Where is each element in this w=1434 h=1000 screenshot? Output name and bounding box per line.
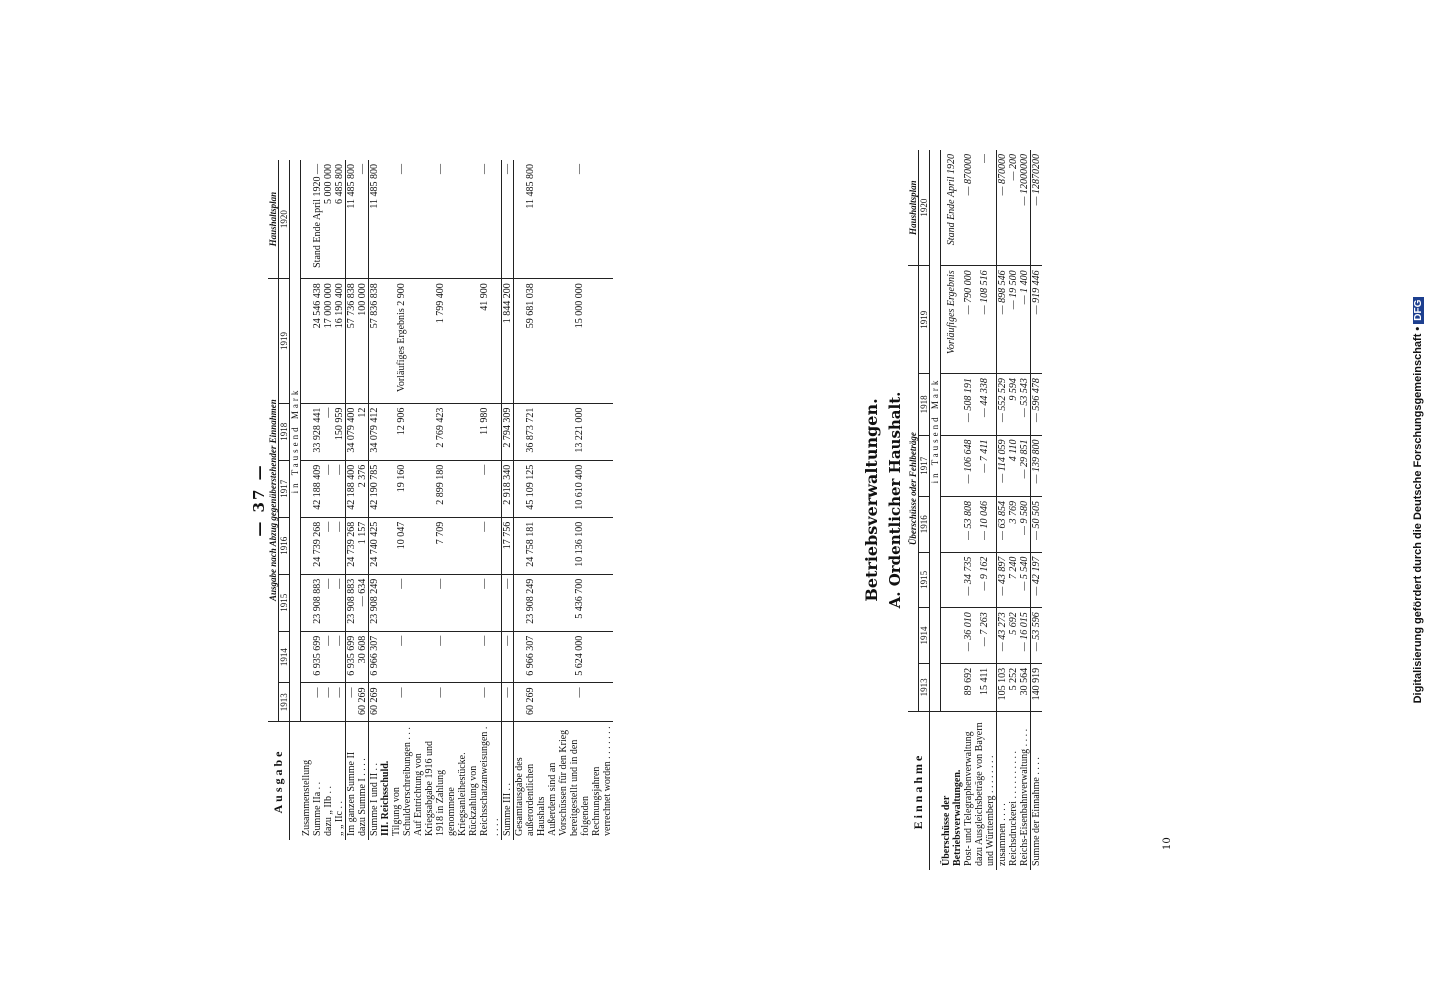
table2-plan-header: Haushaltsplan xyxy=(908,150,919,266)
cell-value xyxy=(301,279,312,403)
year-header: 1913 xyxy=(919,663,930,711)
cell-value xyxy=(380,279,391,403)
cell-value: 15 000 000 xyxy=(547,279,613,403)
cell-value: — 919 446 xyxy=(1030,266,1042,374)
cell-value: 41 900 xyxy=(468,279,502,403)
table1-group-header: Ausgabe nach Abzug gegenüberstehender Einnahmen xyxy=(268,279,279,722)
cell-value: — 108 516 xyxy=(974,266,997,374)
cell-value: 1 157 xyxy=(357,517,369,574)
cell-value: — 16 015 xyxy=(1019,608,1031,664)
cell-value: 2 794 309 xyxy=(501,403,513,460)
cell-value: — 63 854 xyxy=(996,496,1008,552)
cell-value: — 200 xyxy=(1008,150,1019,266)
cell-value: — xyxy=(334,574,346,631)
cell-value: — xyxy=(413,631,468,683)
row-label: dazu Ausgleichsbeträge von Bayern und Württemberg . . . . . . . . xyxy=(973,722,996,866)
cell-value: 12 906 xyxy=(391,403,413,460)
cell-value: 10 047 xyxy=(391,517,413,574)
cell-value: 33 928 441 xyxy=(312,403,323,460)
table-row xyxy=(1030,150,1042,870)
cell-value: — 870000 xyxy=(963,150,974,266)
cell-value: 59 681 038 xyxy=(513,279,547,403)
cell-value: — xyxy=(323,631,334,683)
cell-value: — xyxy=(468,574,502,631)
cell-value: — 9 580 xyxy=(1019,496,1031,552)
cell-value: 10 610 400 xyxy=(547,460,613,517)
cell-value xyxy=(380,460,391,517)
cell-value xyxy=(941,608,963,664)
cell-value xyxy=(380,683,391,722)
table1-plan-header: Haushaltsplan xyxy=(268,160,279,279)
cell-value: — 50 505 xyxy=(1030,496,1042,552)
row-label: Überschüsse der Betriebsverwaltungen. xyxy=(940,769,963,866)
row-label: Außerdem sind an Vorschüssen für den Krieg bereitgestellt und in den folgenden Rechnungsjahren verrechnet worden . . . . . . . xyxy=(546,726,613,836)
cell-value: 11 485 800 xyxy=(513,160,547,279)
cell-value: 2 899 180 xyxy=(413,460,468,517)
cell-value: — xyxy=(391,683,413,722)
cell-value: — 114 059 xyxy=(996,435,1008,496)
cell-value: 23 908 249 xyxy=(513,574,547,631)
cell-value: Vorläufiges Ergebnis xyxy=(941,266,963,374)
cell-value: 6 485 800 xyxy=(334,160,346,279)
table-row xyxy=(301,160,312,840)
cell-value: — xyxy=(468,631,502,683)
cell-value: 5 000 000 xyxy=(323,160,334,279)
cell-value: Stand Ende April 1920 xyxy=(941,150,963,266)
row-label: Summe der Einnahme . . . . xyxy=(1030,757,1042,866)
cell-value: 42 188 409 xyxy=(312,460,323,517)
cell-value: 7 240 xyxy=(1008,552,1019,608)
cell-value: 60 269 xyxy=(513,683,547,722)
row-label: dazu „ IIb . . xyxy=(322,786,334,836)
cell-value: 42 190 785 xyxy=(368,460,380,517)
cell-value xyxy=(380,403,391,460)
dfg-logo: DFG xyxy=(1413,297,1424,324)
cell-value: — xyxy=(323,683,334,722)
cell-value: — 898 546 xyxy=(996,266,1008,374)
cell-value: 150 959 xyxy=(334,403,346,460)
table-row xyxy=(468,160,502,840)
cell-value xyxy=(301,403,312,460)
year-header: 1915 xyxy=(919,552,930,608)
cell-value: — 139 800 xyxy=(1030,435,1042,496)
cell-value: — 44 338 xyxy=(974,374,997,435)
cell-value xyxy=(301,683,312,722)
cell-value: 57 836 838 xyxy=(368,279,380,403)
section-subtitle: A. Ordentlicher Haushalt. xyxy=(886,391,904,609)
cell-value: — 12870200 xyxy=(1030,150,1042,266)
table-row xyxy=(513,160,547,840)
year-header: 1920 xyxy=(919,150,930,266)
table2-unit: in Tausend Mark xyxy=(930,150,941,712)
year-header: 1914 xyxy=(919,608,930,664)
row-label: Summe III . . xyxy=(501,782,513,836)
cell-value: — xyxy=(501,160,513,279)
cell-value: 5 252 xyxy=(1008,663,1019,711)
cell-value: — 34 735 xyxy=(963,552,974,608)
cell-value: — 53 808 xyxy=(963,496,974,552)
cell-value xyxy=(941,496,963,552)
cell-value: — 552 529 xyxy=(996,374,1008,435)
cell-value: 57 736 838 xyxy=(345,279,357,403)
cell-value: Stand Ende April 1920 — xyxy=(312,160,323,279)
table-row xyxy=(963,150,974,870)
cell-value: — xyxy=(547,160,613,279)
cell-value: — xyxy=(468,683,502,722)
row-label: Post- und Telegraphenverwaltung xyxy=(962,731,974,866)
cell-value: 16 190 400 xyxy=(334,279,346,403)
cell-value: — 790 000 xyxy=(963,266,974,374)
cell-value: — xyxy=(391,631,413,683)
cell-value xyxy=(301,574,312,631)
cell-value xyxy=(301,460,312,517)
cell-value: 12 xyxy=(357,403,369,460)
cell-value: — xyxy=(323,460,334,517)
cell-value: — xyxy=(391,574,413,631)
cell-value xyxy=(380,631,391,683)
cell-value: 60 269 xyxy=(357,683,369,722)
table-row xyxy=(368,160,380,840)
table-row xyxy=(974,150,997,870)
cell-value: — xyxy=(323,574,334,631)
table2-group-header: Überschüsse oder Fehlbeträge xyxy=(908,266,919,712)
cell-value: 13 221 000 xyxy=(547,403,613,460)
cell-value: — 29 851 xyxy=(1019,435,1031,496)
cell-value: — xyxy=(334,631,346,683)
cell-value: — xyxy=(323,403,334,460)
year-header: 1915 xyxy=(279,574,290,631)
year-header: 1919 xyxy=(279,279,290,403)
cell-value: — xyxy=(501,683,513,722)
cell-value: 24 758 181 xyxy=(513,517,547,574)
cell-value: 23 908 249 xyxy=(368,574,380,631)
cell-value: 42 188 400 xyxy=(345,460,357,517)
cell-value: — xyxy=(334,517,346,574)
cell-value: — 1 400 xyxy=(1019,266,1031,374)
cell-value: 100 000 xyxy=(357,279,369,403)
cell-value: 5 692 xyxy=(1008,608,1019,664)
cell-value: — 10 046 xyxy=(974,496,997,552)
cell-value: 23 908 883 xyxy=(312,574,323,631)
cell-value: 89 692 xyxy=(963,663,974,711)
table-row xyxy=(323,160,334,840)
cell-value: — xyxy=(391,160,413,279)
table-row xyxy=(996,150,1008,870)
year-header: 1918 xyxy=(919,374,930,435)
cell-value: — xyxy=(345,683,357,722)
cell-value: — 43 273 xyxy=(996,608,1008,664)
cell-value: — 43 897 xyxy=(996,552,1008,608)
cell-value: 6 935 699 xyxy=(345,631,357,683)
cell-value: — xyxy=(468,460,502,517)
cell-value xyxy=(941,663,963,711)
cell-value: 17 000 000 xyxy=(323,279,334,403)
cell-value: — xyxy=(547,683,613,722)
cell-value: 105 103 xyxy=(996,663,1008,711)
cell-value xyxy=(941,435,963,496)
cell-value: 30 608 xyxy=(357,631,369,683)
table-row xyxy=(413,160,468,840)
cell-value: 6 966 307 xyxy=(368,631,380,683)
cell-value xyxy=(301,631,312,683)
cell-value: — xyxy=(468,160,502,279)
table-row xyxy=(345,160,357,840)
cell-value xyxy=(380,517,391,574)
cell-value: — 7 263 xyxy=(974,608,997,664)
row-label: Summe I und II . . xyxy=(368,762,380,836)
cell-value: — xyxy=(334,683,346,722)
cell-value: — xyxy=(974,150,997,266)
cell-value xyxy=(380,574,391,631)
row-label: zusammen . . . . xyxy=(996,803,1008,866)
year-header: 1913 xyxy=(279,683,290,722)
cell-value: 3 769 xyxy=(1008,496,1019,552)
table-row xyxy=(501,160,513,840)
row-label: Im ganzen Summe II xyxy=(345,751,357,836)
row-label: Auf Entrichtung von Kriegsabgabe 1916 und 1918 in Zahlung genommene Kriegsanleihestücke. xyxy=(412,741,468,836)
cell-value: — xyxy=(413,574,468,631)
cell-value: 24 546 438 xyxy=(312,279,323,403)
cell-value: 9 594 xyxy=(1008,374,1019,435)
table-row xyxy=(334,160,346,840)
cell-value: — 36 010 xyxy=(963,608,974,664)
expenditure-table xyxy=(268,160,613,840)
cell-value: 11 485 800 xyxy=(368,160,380,279)
cell-value: — 7 411 xyxy=(974,435,997,496)
cell-value: 10 136 100 xyxy=(547,517,613,574)
cell-value xyxy=(941,552,963,608)
cell-value: — xyxy=(413,160,468,279)
cell-value: 1 799 400 xyxy=(413,279,468,403)
cell-value: — xyxy=(357,160,369,279)
cell-value: 24 739 268 xyxy=(345,517,357,574)
sheet-number: 10 xyxy=(1162,837,1173,850)
table-row xyxy=(941,150,963,870)
page-number: — 37 — xyxy=(250,463,268,537)
cell-value xyxy=(301,517,312,574)
cell-value: 2 769 423 xyxy=(413,403,468,460)
row-label: Gesamtausgabe des außerordentlichen Haushalts xyxy=(513,757,547,836)
table-row xyxy=(380,160,391,840)
year-header: 1916 xyxy=(919,496,930,552)
table-row xyxy=(1008,150,1019,870)
table-row xyxy=(312,160,323,840)
cell-value: — 9 162 xyxy=(974,552,997,608)
row-label: Reichs-Eisenbahnverwaltung . . . . xyxy=(1018,728,1030,866)
year-header: 1920 xyxy=(279,160,290,279)
cell-value: 2 918 340 xyxy=(501,460,513,517)
cell-value: 140 919 xyxy=(1030,663,1042,711)
cell-value: 23 908 883 xyxy=(345,574,357,631)
digitization-text: Digitalisierung gefördert durch die Deutsche Forschungsgemeinschaft • xyxy=(1412,326,1424,704)
cell-value: — 53 543 xyxy=(1019,374,1031,435)
cell-value: Vorläufiges Ergebnis 2 900 xyxy=(391,279,413,403)
table-row xyxy=(391,160,413,840)
row-label: Rückzahlung von Reichsschatzanweisungen . . . . . xyxy=(467,726,501,836)
cell-value: 19 160 xyxy=(391,460,413,517)
year-header: 1918 xyxy=(279,403,290,460)
cell-value: 2 376 xyxy=(357,460,369,517)
cell-value: 5 624 000 xyxy=(547,631,613,683)
cell-value: 24 740 425 xyxy=(368,517,380,574)
cell-value: — 870000 xyxy=(996,150,1008,266)
cell-value: 15 411 xyxy=(974,663,997,711)
table-row xyxy=(357,160,369,840)
row-label: Zusammenstellung xyxy=(300,759,312,836)
income-table xyxy=(908,150,1042,870)
year-header: 1914 xyxy=(279,631,290,683)
cell-value: — 5 540 xyxy=(1019,552,1031,608)
cell-value: — 42 197 xyxy=(1030,552,1042,608)
table-row xyxy=(1019,150,1031,870)
cell-value: — 596 478 xyxy=(1030,374,1042,435)
cell-value: — xyxy=(468,517,502,574)
table1-unit: in Tausend Mark xyxy=(290,160,301,722)
cell-value: 34 079 400 xyxy=(345,403,357,460)
cell-value: — 19 500 xyxy=(1008,266,1019,374)
cell-value: 34 079 412 xyxy=(368,403,380,460)
cell-value: — 634 xyxy=(357,574,369,631)
cell-value: 36 873 721 xyxy=(513,403,547,460)
cell-value: 24 739 268 xyxy=(312,517,323,574)
section-title: Betriebsverwaltungen. xyxy=(862,398,881,602)
cell-value: 7 709 xyxy=(413,517,468,574)
cell-value: — xyxy=(413,683,468,722)
cell-value: 30 564 xyxy=(1019,663,1031,711)
cell-value: — 53 596 xyxy=(1030,608,1042,664)
cell-value: 6 966 307 xyxy=(513,631,547,683)
cell-value: 5 436 700 xyxy=(547,574,613,631)
digitization-note xyxy=(1412,0,1424,1000)
cell-value: — xyxy=(501,574,513,631)
cell-value: 1 844 200 xyxy=(501,279,513,403)
cell-value: — 12000000 xyxy=(1019,150,1031,266)
table-row xyxy=(547,160,613,840)
row-label: Reichsdruckerei . . . . . . . . . . xyxy=(1007,751,1019,866)
cell-value: 6 935 699 xyxy=(312,631,323,683)
cell-value: 11 980 xyxy=(468,403,502,460)
row-label: „ „ IIc . . xyxy=(333,801,345,836)
cell-value: — xyxy=(312,683,323,722)
table2-header-label: Einnahme xyxy=(908,712,930,871)
table1-header-label: Ausgabe xyxy=(268,722,290,841)
row-label: Summe IIa . . xyxy=(311,781,323,836)
cell-value xyxy=(301,160,312,279)
cell-value: 4 110 xyxy=(1008,435,1019,496)
cell-value xyxy=(941,374,963,435)
cell-value: — xyxy=(334,460,346,517)
cell-value: 60 269 xyxy=(368,683,380,722)
cell-value: — 508 191 xyxy=(963,374,974,435)
row-label: Tilgung von Schuldverschreibungen . . . xyxy=(390,727,413,836)
year-header: 1919 xyxy=(919,266,930,374)
row-label: III. Reichsschuld. xyxy=(379,760,391,836)
cell-value xyxy=(380,160,391,279)
row-label: dazu Summe I . . . . xyxy=(356,758,368,836)
cell-value: — 106 648 xyxy=(963,435,974,496)
year-header: 1917 xyxy=(919,435,930,496)
cell-value: — xyxy=(501,631,513,683)
cell-value: 11 485 800 xyxy=(345,160,357,279)
year-header: 1917 xyxy=(279,460,290,517)
cell-value: 45 109 125 xyxy=(513,460,547,517)
cell-value: — xyxy=(323,517,334,574)
year-header: 1916 xyxy=(279,517,290,574)
cell-value: 17 756 xyxy=(501,517,513,574)
